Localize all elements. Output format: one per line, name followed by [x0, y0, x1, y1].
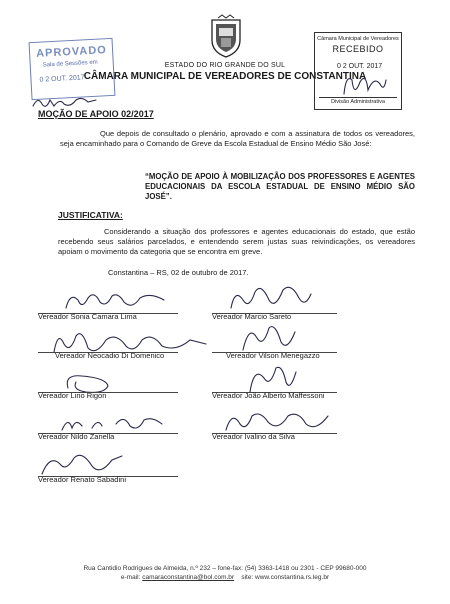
- received-stamp-date: 0 2 OUT. 2017: [337, 63, 383, 70]
- footer-site-label: site:: [241, 574, 254, 581]
- motion-title: MOÇÃO DE APOIO 02/2017: [38, 109, 154, 119]
- signature-marcio: [225, 280, 315, 316]
- approved-stamp: [29, 38, 116, 100]
- intro-paragraph: Que depois de consultado o plenário, aprovado e com a assinatura de todos os vereadores, seja encaminhado para o Comando de Greve da Escola Estadual de Ensino Médio São José:: [60, 129, 415, 148]
- signature-label: Vereador Sonia Camara Lima: [38, 312, 137, 321]
- footer-email-label: e-mail:: [120, 574, 141, 581]
- signature-label: Vereador Nildo Zanella: [38, 432, 115, 441]
- signature-label: Vereador Lirio Rigon: [38, 391, 107, 400]
- municipal-crest-icon: [208, 14, 244, 58]
- signature-label: Vereador Vilson Menegazzo: [226, 351, 320, 360]
- approved-stamp-subtitle: Sala de Sessões em: [42, 59, 98, 69]
- signature-label: Vereador Neocadio Di Domenico: [55, 351, 165, 360]
- footer-site-link[interactable]: www.constantina.rs.leg.br: [255, 574, 330, 581]
- footer-email-link[interactable]: camaraconstantina@bol.com.br: [142, 574, 235, 581]
- received-stamp-footer: Divisão Administrativa: [331, 99, 385, 105]
- signature-label: Vereador Renato Sabadini: [38, 475, 126, 484]
- signature-label: Vereador Marcio Sareto: [212, 312, 292, 321]
- footer-contacts: [0, 574, 450, 581]
- justification-paragraph: Considerando a situação dos professores e agentes educacionais do estado, que estão recebendo seus salários parcelados, e entendendo serem justas suas reivindicações, os vereadores apoiam o movimento da categoria que se encontra em greve.: [58, 227, 415, 257]
- date-line: Constantina – RS, 02 de outubro de 2017.: [108, 268, 249, 277]
- justification-title: JUSTIFICATIVA:: [58, 210, 123, 220]
- receipt-signature: [340, 70, 390, 100]
- footer-address: Rua Cantidio Rodrigues de Almeida, n.º 232 – fone-fax: (54) 3363-1418 ou 2301 - CEP 99680-000: [83, 565, 367, 572]
- council-name: CÂMARA MUNICIPAL DE VEREADORES DE CONSTANTINA: [83, 71, 367, 82]
- signature-vilson: [235, 320, 305, 354]
- signature-label: Vereador João Alberto Maffessoni: [212, 391, 325, 400]
- approved-stamp-title: APROVADO: [35, 44, 108, 60]
- received-stamp-header: Câmara Municipal de Vereadores: [317, 36, 399, 42]
- approved-stamp-date: 0 2 OUT. 2017: [39, 74, 85, 84]
- signature-label: Vereador Ivalino da Silva: [212, 432, 295, 441]
- received-stamp-title: RECEBIDO: [332, 44, 384, 54]
- state-name: ESTADO DO RIO GRANDE DO SUL: [164, 62, 286, 69]
- motion-quote: “MOÇÃO DE APOIO À MOBILIZAÇÃO DOS PROFESSORES E AGENTES EDUCACIONAIS DA ESCOLA ESTADUAL DE ENSINO MÉDIO SÃO JOSÉ”.: [145, 172, 415, 201]
